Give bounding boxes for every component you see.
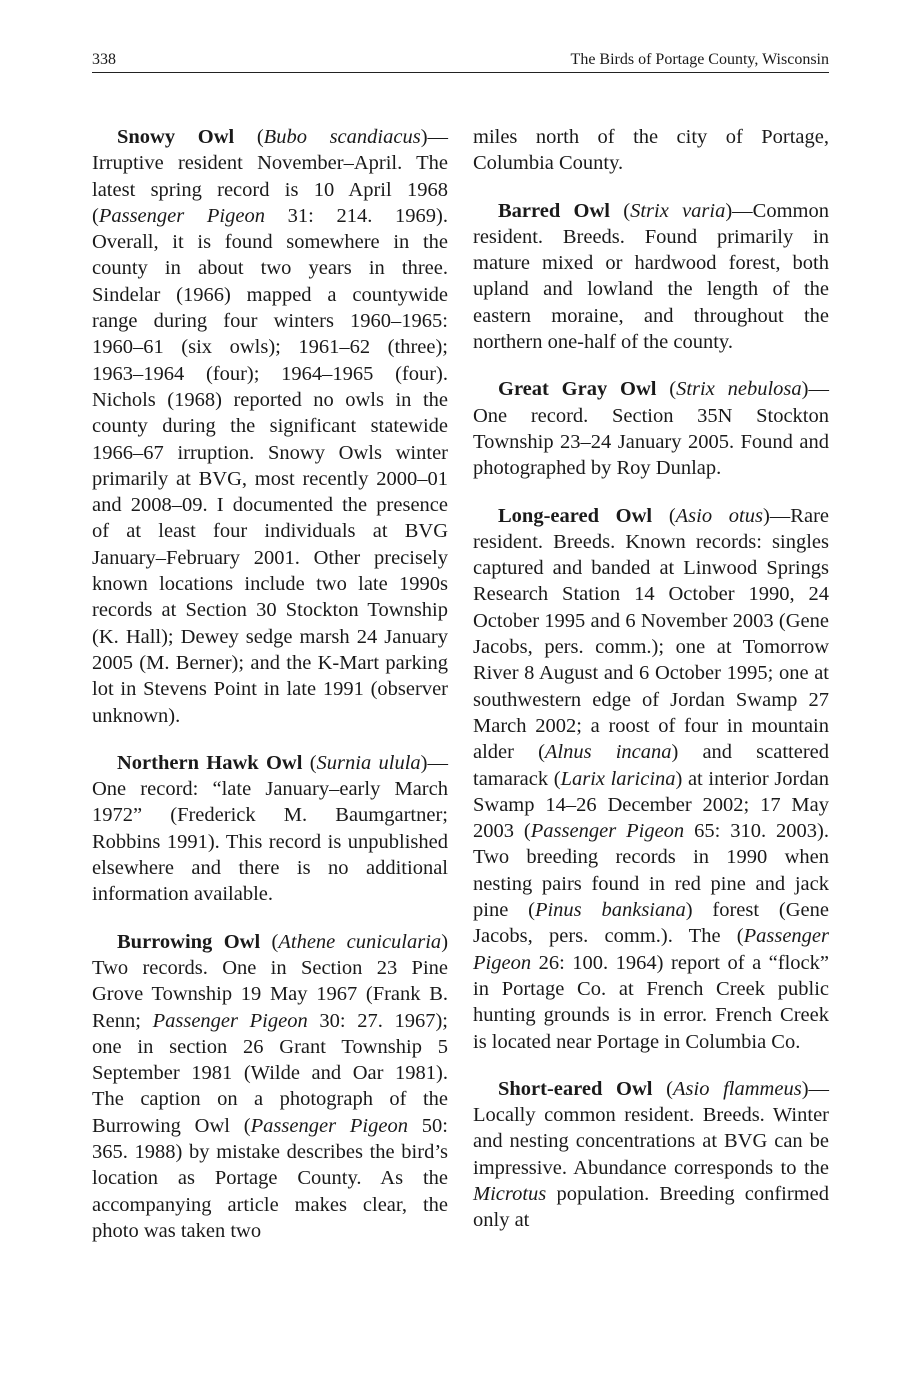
journal-name: Passenger Pigeon bbox=[250, 1114, 408, 1137]
entry-text: )—Common resident. Breeds. Found primarily in mature mixed or hardwood forest, both upland and lowland the length of the eastern moraine, and throughout the northern one-half of the county. bbox=[473, 199, 829, 354]
species-name: Long-eared Owl bbox=[498, 504, 653, 527]
page-number: 338 bbox=[92, 51, 116, 68]
entry-great-gray-owl bbox=[473, 376, 829, 481]
right-column bbox=[473, 124, 829, 1234]
entry-continuation: miles north of the city of Portage, Columbia County. bbox=[473, 126, 829, 175]
entry-snowy-owl bbox=[92, 124, 448, 729]
entry-text: 50: 365. 1988) by mistake describes the bird’s location as Portage County. As the accompanying article makes clear, the photo was taken two bbox=[92, 1114, 448, 1242]
paren-open: ( bbox=[656, 378, 677, 401]
scientific-name: Surnia ulula bbox=[316, 751, 421, 774]
entry-long-eared-owl bbox=[473, 503, 829, 1055]
book-title: The Birds of Portage County, Wisconsin bbox=[570, 51, 829, 68]
paren-open: ( bbox=[302, 751, 317, 774]
entry-text: )—One record. Section 35N Stockton Township 23–24 January 2005. Found and photographed by Roy Dunlap. bbox=[473, 378, 829, 480]
scientific-name: Asio flammeus bbox=[673, 1077, 802, 1100]
paren-open: ( bbox=[260, 930, 279, 953]
entry-burrowing-owl bbox=[92, 929, 448, 1245]
left-column bbox=[92, 124, 448, 1244]
journal-name: Passenger Pigeon bbox=[98, 204, 265, 227]
entry-text: ) and scattered tamarack ( bbox=[473, 741, 829, 790]
entry-text: )—Rare resident. Breeds. Known records: singles captured and banded at Linwood Springs Research Station 14 October 1990, 24 October 1995 and 6 November 2003 (Gene Jacobs, pers. comm.); one at Tomorrow River 8 August and 6 October 1995; one at southwestern edge of Jordan Swamp 27 March 2002; a roost of four in mountain alder ( bbox=[473, 504, 829, 764]
entry-text: ) Two records. One in Section 23 Pine Grove Township 19 May 1967 (Frank B. Renn; bbox=[92, 930, 449, 1032]
entry-text: )—Locally common resident. Breeds. Winter and nesting concentrations at BVG can be impressive. Abundance corresponds to the bbox=[473, 1077, 830, 1179]
paren-open: ( bbox=[234, 126, 264, 148]
journal-name: Passenger Pigeon bbox=[530, 820, 685, 843]
entry-barred-owl bbox=[473, 198, 829, 356]
entry-text: )—One record: “late January–early March 1972” (Frederick M. Baumgartner; Robbins 1991). This record is unpublished elsewhere and there is no additional information available. bbox=[92, 751, 448, 906]
scientific-name: Pinus banksiana bbox=[534, 899, 686, 922]
paren-open: ( bbox=[652, 1077, 673, 1100]
entry-text: 26: 100. 1964) report of a “flock” in Portage Co. at French Creek public hunting grounds is in error. French Creek is located near Portage in Columbia Co. bbox=[473, 951, 829, 1053]
scientific-name: Bubo scandiacus bbox=[263, 126, 421, 148]
entry-text: 65: 310. 2003). Two breeding records in 1990 when nesting pairs found in red pine and jack pine ( bbox=[473, 820, 829, 922]
scientific-name: Strix varia bbox=[630, 199, 726, 222]
species-name: Barred Owl bbox=[498, 199, 610, 222]
scientific-name: Alnus incana bbox=[544, 741, 672, 764]
header-rule bbox=[92, 72, 829, 73]
species-name: Great Gray Owl bbox=[498, 378, 657, 401]
paren-open: ( bbox=[652, 504, 676, 527]
entry-text: ) at interior Jordan Swamp 14–26 December 2002; 17 May 2003 ( bbox=[473, 767, 829, 843]
journal-name: Passenger Pigeon bbox=[473, 925, 829, 974]
scientific-name: Athene cunicularia bbox=[278, 930, 442, 953]
entry-text: 30: 27. 1967); one in section 26 Grant Township 5 September 1981 (Wilde and Oar 1981). The caption on a photograph of the Burrowing Owl ( bbox=[92, 1009, 448, 1137]
entry-text: )—Irruptive resident November–April. The latest spring record is 10 April 1968 ( bbox=[92, 126, 449, 227]
entry-short-eared-owl bbox=[473, 1076, 829, 1234]
entry-text: 31: 214. 1969). Overall, it is found somewhere in the county in about two years in three. Sindelar (1966) mapped a countywide range during four winters 1960–1965: 1960–61 (six owls); 1961–62 (three); 1963–1964 (four); 1964–1965 (four). Nichols (1968) reported no owls in the county during the significant statewide 1966–67 irruption. Snowy Owls winter primarily at BVG, most recently 2000–01 and 2008–09. I documented the presence of at least four individuals at BVG January–February 2001. Other precisely known locations include two late 1990s records at Section 30 Stockton Township (K. Hall); Dewey sedge marsh 24 January 2005 (M. Berner); and the K-Mart parking lot in Stevens Point in late 1991 (observer unknown). bbox=[92, 204, 448, 727]
entry-northern-hawk-owl bbox=[92, 750, 448, 908]
running-header bbox=[92, 48, 829, 72]
species-name: Short-eared Owl bbox=[498, 1077, 653, 1100]
species-name: Burrowing Owl bbox=[117, 930, 261, 953]
species-name: Northern Hawk Owl bbox=[117, 751, 303, 774]
scientific-name: Larix laricina bbox=[560, 767, 676, 790]
paren-open: ( bbox=[609, 199, 631, 222]
entry-text: population. Breeding confirmed only at bbox=[473, 1182, 829, 1232]
journal-name: Passenger Pigeon bbox=[152, 1009, 308, 1032]
scientific-name: Microtus bbox=[473, 1182, 547, 1205]
scientific-name: Asio otus bbox=[675, 504, 763, 527]
species-name: Snowy Owl bbox=[117, 126, 235, 148]
scientific-name: Strix nebulosa bbox=[676, 378, 802, 401]
entry-text: ) forest (Gene Jacobs, pers. comm.). The ( bbox=[473, 899, 829, 948]
